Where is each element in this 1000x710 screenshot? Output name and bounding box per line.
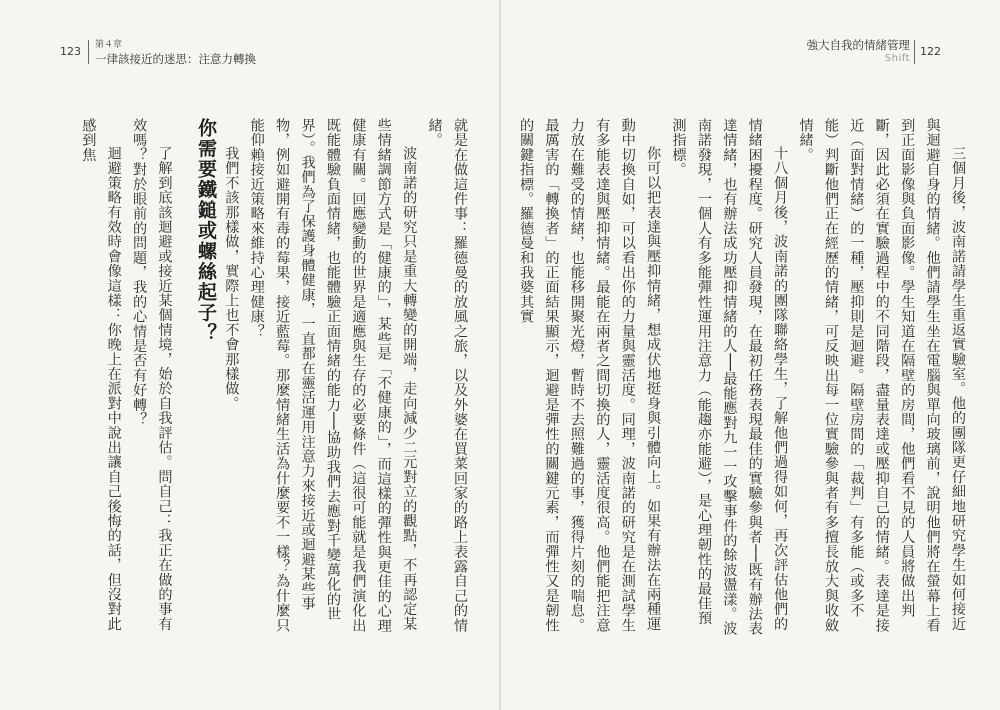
- paragraph: 了解到底該迴避或接近某個情境，始於自我評估。問自己：我正在做的事有效嗎？對於眼前的問題，我的心情是否有好轉？: [131, 118, 173, 632]
- section-heading: 你需要鐵鎚或螺絲起子？: [194, 118, 217, 344]
- right-page-body: [518, 118, 970, 638]
- paragraph: 你可以把表達與壓抑情緒，想成伏地挺身與引體向上。如果有辦法在兩種運動中切換自如，可以看出你的力量與靈活度。同理，波南諾的研究是在測試學生有多能表達與壓抑情緒。最能在兩者之間切換的人，靈活度很高。他們能把注意力放在難受的情緒，也能移開聚光燈，暫時不去照難過的事，獲得片刻的喘息。最厲害的「轉換者」的正面結果顯示，迴避是彈性的關鍵元素，而彈性又是韌性的關鍵指標。羅德曼和我婆其實: [518, 118, 662, 633]
- book-gutter: [499, 0, 501, 710]
- left-header-divider: [88, 40, 89, 64]
- right-header-divider: [914, 40, 915, 64]
- paragraph: 迴避策略有效時會像這樣：你晚上在派對中說出讓自己後悔的話，但沒對此感到焦: [80, 118, 122, 632]
- paragraph: 我們不該那樣做，實際上也不會那樣做。: [223, 146, 240, 411]
- right-page-number: 122: [920, 45, 941, 58]
- chapter-title: 一律該接近的迷思：注意力轉換: [95, 52, 256, 66]
- series-name: Shift: [884, 53, 910, 64]
- paragraph-continuation: 就是在做這件事：羅德曼的放風之旅，以及外婆在買菜回家的路上表露自己的情緒。: [426, 118, 468, 633]
- book-title: 強大自我的情緒管理: [806, 38, 910, 52]
- paragraph: 三個月後，波南諾請學生重返實驗室。他的團隊更仔細地研究學生如何接近與迴避自身的情緒。他們請學生坐在電腦與單向玻璃前，說明他們將在螢幕上看到正面影像與負面影像。學生知道在隔壁的房間，他們看不見的人員將做出判斷，因此必須在實驗過程中的不同階段，盡量表達或壓抑自己的情緒。表達是接近（面對情緒）的一種，壓抑則是迴避。隔壁房間的「裁判」有多能（或多不能）判斷他們正在經歷的情緒，可反映出每一位實驗參與者有多擅長放大與收斂情緒。: [797, 118, 966, 633]
- left-page-body: [60, 118, 472, 638]
- left-page-number: 123: [60, 45, 81, 58]
- chapter-number: 第４章: [95, 40, 123, 50]
- paragraph: 十八個月後，波南諾的團隊聯絡學生，了解他們過得如何，再次評估他們的情緒困擾程度。研究人員發現，在最初任務表現最佳的實驗參與者──既有辦法表達情緒，也有辦法成功壓抑情緒的人──最能應對九一一攻擊事件的餘波盪漾。波南諾發現，一個人有多能彈性運用注意力（能趨亦能避），是心理韌性的最佳預測指標。: [670, 118, 789, 636]
- paragraph: 波南諾的研究只是重大轉變的開端，走向減少二元對立的觀點，不再認定某些情緒調節方式是「健康的」，某些是「不健康的」，而這樣的彈性與更佳的心理健康有關。回應變動的世界是適應與生存的必要條件（這很可能就是我們演化出既能體驗負面情緒，也能體驗正面情緒的能力──協助我們去應對千變萬化的世界）。我們為了保護身體健康，一直都在靈活運用注意力來接近或迴避某些事物，例如避開有毒的莓果，接近藍莓。那麼情緒生活為什麼要不一樣？為什麼只能仰賴接近策略來維持心理健康？: [248, 118, 418, 633]
